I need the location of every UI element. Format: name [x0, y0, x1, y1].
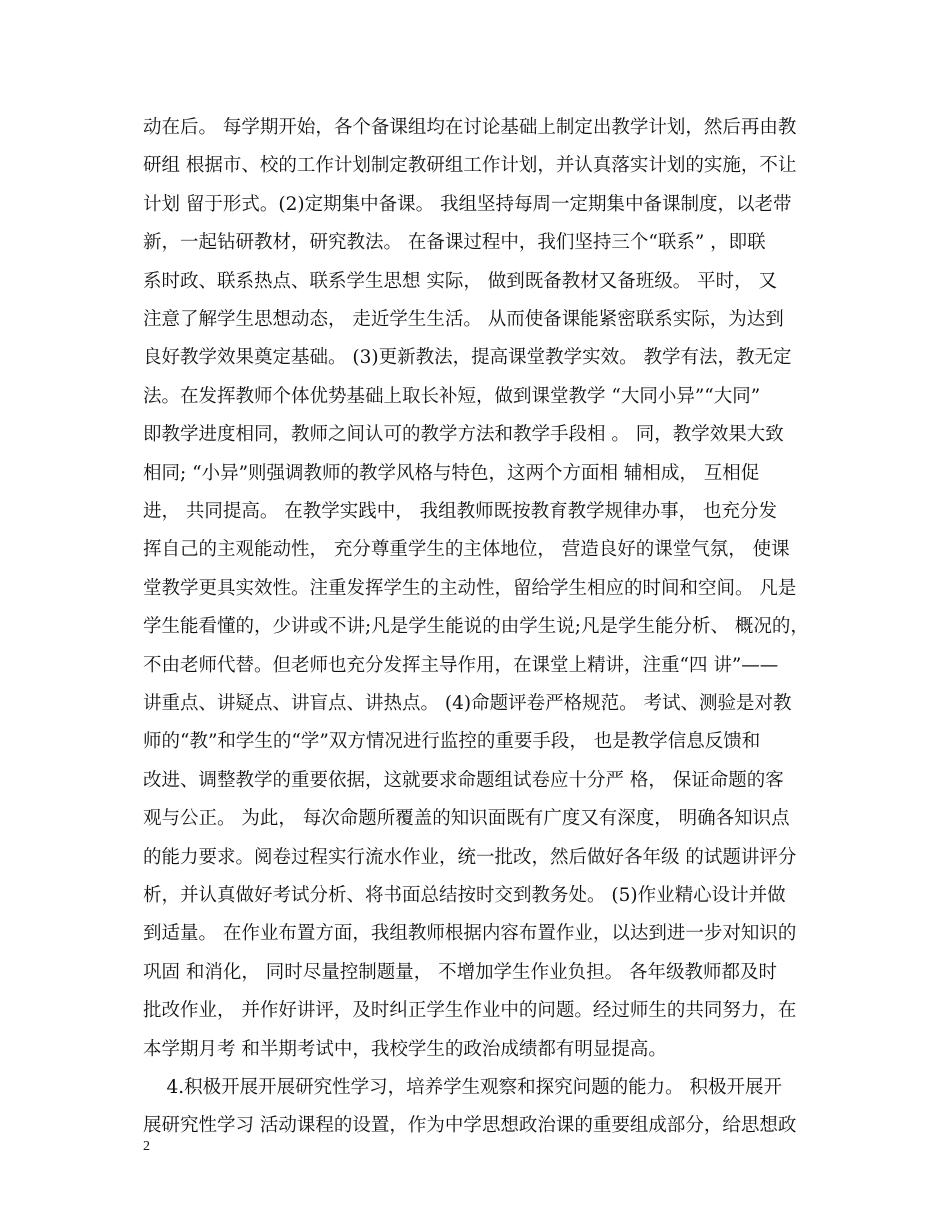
page-number: 2	[143, 1139, 150, 1154]
text-line: 巩固 和消化， 同时尽量控制题量， 不增加学生作业负担。 各年级教师都及时	[143, 961, 778, 983]
text-line: 新，一起钻研教材，研究教法。 在备课过程中，我们坚持三个“联系” ，即联	[143, 232, 766, 254]
text-line: 学生能看懂的，少讲或不讲;凡是学生能说的由学生说;凡是学生能分析、 概况的，	[143, 616, 809, 638]
text-line: 4.积极开展开展研究性学习，培养学生观察和探究问题的能力。 积极开展开	[143, 1077, 783, 1098]
text-line: 计划 留于形式。(2)定期集中备课。 我组坚持每周一定期集中备课制度，以老带	[143, 193, 792, 215]
text-line: 动在后。 每学期开始，各个备课组均在讨论基础上制定出教学计划，然后再由教	[143, 117, 797, 138]
text-line: 批改作业， 并作好讲评，及时纠正学生作业中的问题。经过师生的共同努力，在	[143, 1000, 797, 1022]
text-line: 观与公正。 为此， 每次命题所覆盖的知识面既有广度又有深度， 明确各知识点	[143, 808, 790, 830]
text-line: 研组 根据市、校的工作计划制定教研组工作计划，并认真落实计划的实施，不让	[143, 155, 797, 177]
text-line: 展研究性学习 活动课程的设置，作为中学思想政治课的重要组成部分，给思想政	[143, 1115, 797, 1137]
text-line: 不由老师代替。但老师也充分发挥主导作用，在课堂上精讲，注重“四 讲”——	[143, 654, 779, 676]
text-line: 系时政、联系热点、联系学生思想 实际， 做到既备教材又备班级。 平时， 又	[143, 270, 778, 292]
text-line: 挥自己的主观能动性， 充分尊重学生的主体地位， 营造良好的课堂气氛， 使课	[143, 539, 790, 561]
text-line: 讲重点、讲疑点、讲盲点、讲热点。 (4)命题评卷严格规范。 考试、测验是对教	[143, 693, 792, 714]
text-line: 到适量。 在作业布置方面，我组教师根据内容布置作业，以达到进一步对知识的	[143, 923, 797, 945]
text-line: 析，并认真做好考试分析、将书面总结按时交到教务处。 (5)作业精心设计并做	[143, 885, 786, 906]
text-line: 相同; “小异”则强调教师的教学风格与特色，这两个方面相 辅相成， 互相促	[143, 462, 760, 484]
text-line: 进， 共同提高。 在教学实践中， 我组教师既按教育教学规律办事， 也充分发	[143, 501, 778, 522]
text-line: 注意了解学生思想动态， 走近学生生活。 从而使备课能紧密联系实际，为达到	[143, 309, 784, 330]
text-line: 的能力要求。阅卷过程实行流水作业，统一批改，然后做好各年级 的试题讲评分	[143, 846, 797, 868]
text-line: 本学期月考 和半期考试中，我校学生的政治成绩都有明显提高。	[143, 1038, 667, 1060]
text-line: 即教学进度相同，教师之间认可的教学方法和教学手段相 。 同，教学效果大致	[143, 424, 784, 446]
text-line: 堂教学更具实效性。注重发挥学生的主动性，留给学生相应的时间和空间。 凡是	[143, 577, 797, 599]
text-line: 师的“教”和学生的“学”双方情况进行监控的重要手段， 也是教学信息反馈和	[143, 731, 761, 753]
text-line: 法。在发挥教师个体优势基础上取长补短，做到课堂教学 “大同小异”“大同”	[143, 385, 761, 407]
text-line: 改进、调整教学的重要依据，这就要求命题组试卷应十分严 格， 保证命题的客	[143, 769, 784, 791]
text-line: 良好教学效果奠定基础。 (3)更新教法，提高课堂教学实效。 教学有法，教无定	[143, 347, 792, 369]
